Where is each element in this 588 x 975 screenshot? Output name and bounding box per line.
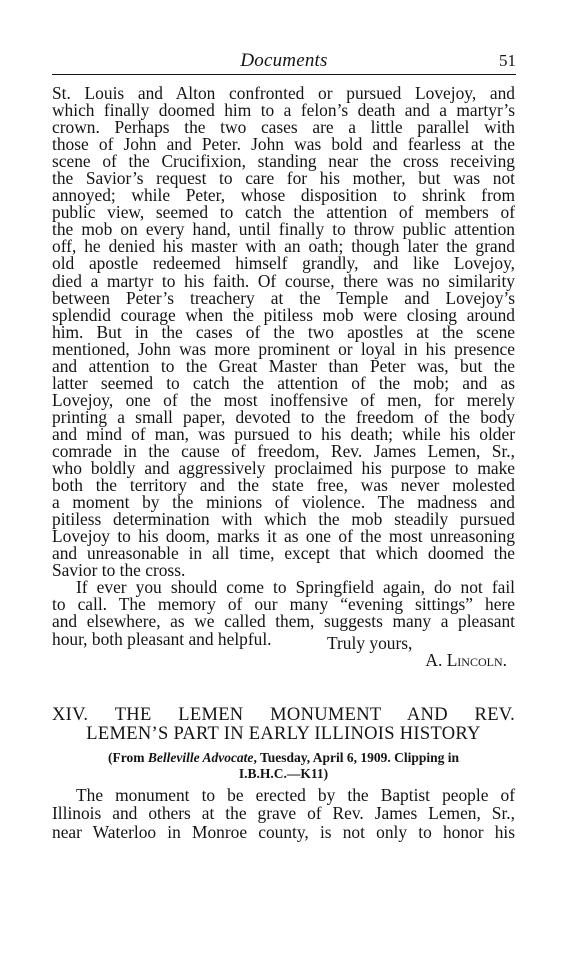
closing-paragraph: [52, 579, 515, 630]
source-publication: Belleville Advocate: [147, 750, 254, 765]
text-line: and mind of man, was pursued to his death; while his older: [52, 423, 515, 444]
letter-paragraph: [52, 85, 515, 579]
text-line: and elsewhere, as we called them, suggests many a pleasant: [52, 611, 515, 632]
text-line: a moment by the minions of violence. The madness and: [52, 492, 515, 513]
running-header: [52, 46, 516, 75]
text-line: comrade in the cause of freedom, Rev. James Lemen, Sr.,: [52, 440, 515, 461]
text-line: which finally doomed him to a felon’s death and a martyr’s: [52, 100, 515, 121]
source-prefix: (From: [107, 750, 148, 765]
text-line: Lovejoy to his doom, marks it as one of the most unreasoning: [52, 526, 515, 547]
text-line: The monument to be erected by the Baptist people of: [76, 785, 515, 805]
text-line: annoyed; while Peter, whose disposition to shrink from: [52, 185, 515, 206]
source-citation-line-1: [52, 750, 515, 766]
final-sentence: hour, both pleasant and helpful.: [52, 628, 272, 649]
text-line: pitiless determination with which the mob steadily pursued: [52, 509, 515, 530]
text-line: and attention to the Great Master than Peter was, but the: [52, 355, 515, 376]
text-line: those of John and Peter. John was bold and fearless at the: [52, 134, 515, 155]
text-line: scene of the Crucifixion, standing near the cross receiving: [52, 151, 515, 172]
signature-name: Lincoln.: [446, 649, 507, 670]
text-line: St. Louis and Alton confronted or pursued Lovejoy, and: [52, 83, 515, 103]
signature-initial: A.: [425, 649, 443, 670]
source-citation-line-2: I.B.H.C.—K11): [238, 765, 329, 781]
letter-closing: Truly yours,: [327, 632, 413, 653]
text-line: Savior to the cross.: [52, 560, 186, 581]
text-line: old apostle redeemed himself grandly, and like Lovejoy,: [52, 253, 515, 274]
text-line: off, he denied his master with an oath; though later the grand: [52, 236, 515, 257]
text-line: crown. Perhaps the two cases are a little parallel with: [52, 117, 515, 138]
letter-signature: [52, 649, 515, 670]
text-line: died a martyr to his faith. Of course, there was no similarity: [52, 270, 515, 291]
closing-line: [52, 628, 515, 653]
running-title: Documents: [240, 50, 328, 71]
text-line: Lovejoy, one of the most inoffensive of men, for merely: [52, 389, 515, 410]
section-paragraph: [52, 786, 515, 841]
text-line: Illinois and others at the grave of Rev. James Lemen, Sr.,: [52, 803, 515, 824]
text-line: printing a small paper, devoted to the freedom of the body: [52, 406, 515, 427]
letter-body: [52, 85, 515, 669]
text-line: and unreasonable in all time, except that which doomed the: [52, 543, 515, 564]
text-line: latter seemed to catch the attention of the mob; and as: [52, 372, 515, 393]
text-line: between Peter’s treachery at the Temple and Lovejoy’s: [52, 287, 515, 308]
text-line: the mob on every hand, until finally to throw public attention: [52, 219, 515, 240]
section-heading: [52, 706, 515, 743]
text-line: the Savior’s request to care for his mother, but was not: [52, 168, 515, 189]
text-line: near Waterloo in Monroe county, is not only to honor his: [52, 821, 515, 842]
text-line: public view, seemed to catch the attention of members of: [52, 202, 515, 223]
text-line: to call. The memory of our many “evening sittings” here: [52, 594, 515, 615]
text-line: splendid courage when the pitiless mob were closing around: [52, 304, 515, 325]
text-line: who boldly and aggressively proclaimed his purpose to make: [52, 458, 515, 479]
text-line: If ever you should come to Springfield again, do not fail: [76, 577, 515, 598]
page-number: 51: [499, 51, 516, 70]
text-line: both the territory and the state free, was never molested: [52, 475, 515, 496]
source-details: , Tuesday, April 6, 1909. Clipping in: [253, 750, 460, 765]
source-citation: [52, 750, 515, 781]
text-line: him. But in the cases of the two apostles at the scene: [52, 321, 515, 342]
section-heading-line-2: LEMEN’S PART IN EARLY ILLINOIS HISTORY: [86, 723, 481, 744]
section-heading-line-1: XIV. THE LEMEN MONUMENT AND REV.: [52, 705, 515, 725]
text-line: mentioned, John was more prominent or loyal in his presence: [52, 338, 515, 359]
